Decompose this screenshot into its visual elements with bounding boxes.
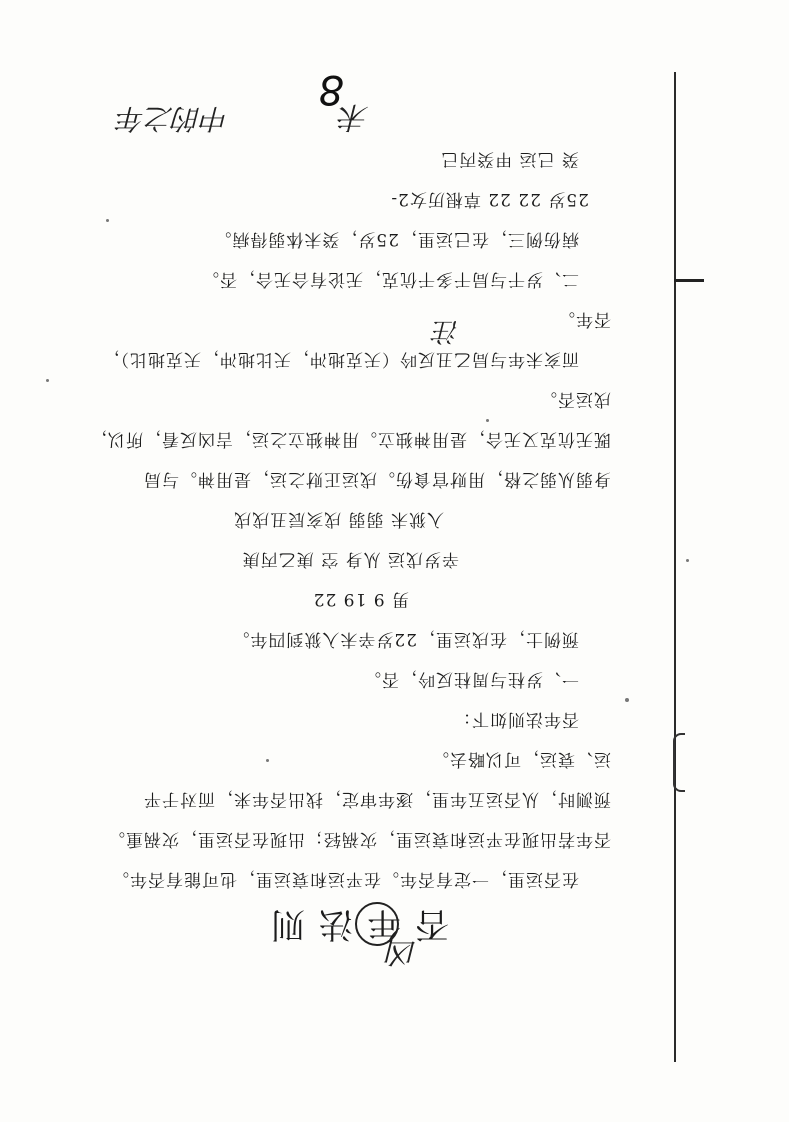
- case-note: 未: [339, 99, 369, 134]
- page-number: 8: [318, 66, 344, 112]
- chart-line-3: 入狱未 弱弱 戌亥辰丑戌戌: [233, 509, 444, 529]
- margin-dash: [674, 279, 704, 282]
- body-line-9: 既无伉克又无合，是用神独立。用神独立之运，吉凶反看，所以，: [89, 429, 611, 449]
- scan-speck: [686, 559, 689, 562]
- scan-speck: [106, 219, 109, 222]
- body-line-2: 否年若出现在平运和衰运里，灾祸轻；出现在否运里，灾祸重。: [107, 829, 611, 849]
- title-annotation: 凶: [387, 934, 417, 969]
- scan-speck: [625, 698, 629, 702]
- scan-speck: [486, 419, 489, 422]
- scan-speck: [46, 379, 49, 382]
- margin-rule: [674, 72, 676, 1062]
- margin-bracket: [673, 733, 685, 792]
- margin-note: 注: [432, 316, 459, 346]
- body-line-7: 预例士，在戌运里，22岁辛未入狱到四年。: [231, 629, 579, 649]
- body-line-13: 二、岁干与局干多干伉克，无论有合无合，否。: [201, 269, 579, 289]
- body-line-1: 在否运里，一定有否年。在平运和衰运里，也可能有否年。: [111, 869, 579, 889]
- chart-line-4: 25岁 22 22 草根历女2-: [390, 189, 589, 209]
- body-line-12: 否年。: [557, 309, 611, 329]
- body-line-6: 一、岁柱与周柱反吟，否。: [363, 669, 579, 689]
- chart-line-5: 癸 己运 甲癸丙己: [440, 149, 579, 169]
- scan-speck: [266, 759, 269, 762]
- body-line-10: 戌运否。: [539, 389, 611, 409]
- chart-line-1: 男 9 19 22: [312, 589, 409, 609]
- body-line-3: 预测时，从否运五年里，逐年审定，找出否年来，而对于平: [143, 789, 611, 809]
- body-line-11: 而亥未年与局乙丑反吟（天克地冲，天比地冲，天克地比），: [101, 349, 579, 369]
- body-line-5: 否年法则如下：: [453, 709, 579, 729]
- body-line-8: 身弱从弱之格，用财官食伤。戌运正财之运，是用神。与局: [143, 469, 611, 489]
- page-title: 否年法则: [257, 904, 449, 944]
- body-line-14: 病伤例三，在己运里，25岁，癸未体弱得病。: [213, 229, 579, 249]
- body-line-4: 运、衰运，可以略去。: [431, 749, 611, 769]
- corner-note: 中的之年: [116, 102, 229, 135]
- chart-line-2: 辛岁戊运 从身 空 庚乙丙庚: [241, 549, 459, 569]
- circled-character-mark: [355, 902, 399, 946]
